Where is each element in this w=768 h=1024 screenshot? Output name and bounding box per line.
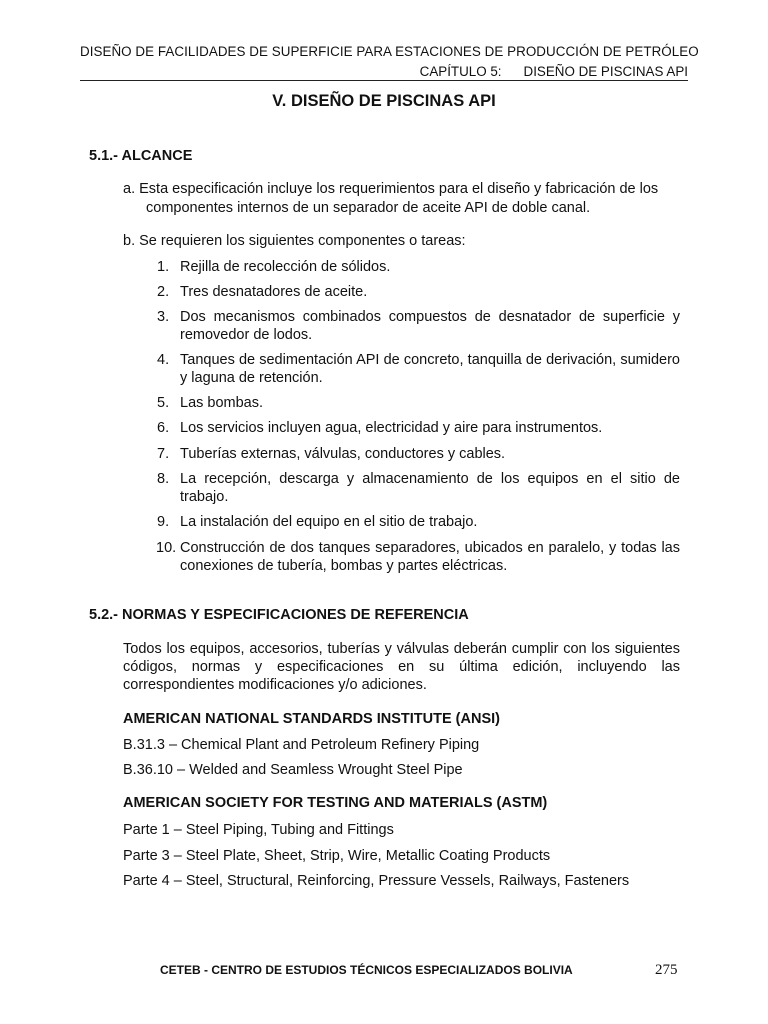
list-item: 7. Tuberías externas, válvulas, conductores y cables. <box>157 446 506 462</box>
list-item: 8. La recepción, descarga y almacenamiento de los equipos en el sitio de trabajo. <box>157 471 680 505</box>
page-number: 275 <box>655 962 678 978</box>
paragraph-b: b. Se requieren los siguientes componentes o tareas: <box>123 233 466 249</box>
astm-standard-line: Parte 3 – Steel Plate, Sheet, Strip, Wire, Metallic Coating Products <box>123 848 551 864</box>
paragraph-a <box>123 180 683 218</box>
chapter-title: DISEÑO DE PISCINAS API <box>523 64 688 79</box>
running-header-title: DISEÑO DE FACILIDADES DE SUPERFICIE PARA ESTACIONES DE PRODUCCIÓN DE PETRÓLEO <box>80 44 699 59</box>
astm-standard-line: Parte 1 – Steel Piping, Tubing and Fittings <box>123 822 394 838</box>
normas-intro-paragraph: Todos los equipos, accesorios, tuberías y válvulas deberán cumplir con los siguientes códigos, normas y especificaciones en su última edición, incluyendo las correspondientes modificaciones y/o adiciones. <box>123 641 680 693</box>
paragraph-a-line1: a. Esta especificación incluye los requerimientos para el diseño y fabricación de los <box>123 181 659 197</box>
list-item: 1. Rejilla de recolección de sólidos. <box>157 259 391 275</box>
list-item: 10. Construcción de dos tanques separadores, ubicados en paralelo, y todas las conexiones de tubería, bombas y partes eléctricas. <box>156 540 680 574</box>
ansi-standard-line: B.36.10 – Welded and Seamless Wrought Steel Pipe <box>123 762 463 778</box>
list-item: 3. Dos mecanismos combinados compuestos de desnatador de superficie y removedor de lodos. <box>157 309 680 343</box>
tasks-list <box>157 258 680 575</box>
list-item: 4. Tanques de sedimentación API de concreto, tanquilla de derivación, sumidero y laguna de retención. <box>157 352 680 386</box>
page-title: V. DISEÑO DE PISCINAS API <box>272 92 496 110</box>
running-header-chapter <box>420 64 688 79</box>
chapter-label: CAPÍTULO 5: <box>419 64 502 79</box>
header-divider <box>80 80 688 81</box>
astm-standard-line: Parte 4 – Steel, Structural, Reinforcing, Pressure Vessels, Railways, Fasteners <box>123 873 630 889</box>
astm-heading: AMERICAN SOCIETY FOR TESTING AND MATERIALS (ASTM) <box>123 795 548 811</box>
list-item: 6. Los servicios incluyen agua, electricidad y aire para instrumentos. <box>157 420 603 436</box>
paragraph-a-line2: componentes internos de un separador de aceite API de doble canal. <box>146 200 591 216</box>
ansi-standard-line: B.31.3 – Chemical Plant and Petroleum Refinery Piping <box>123 737 480 753</box>
list-item: 5. Las bombas. <box>157 395 264 411</box>
footer-institution: CETEB - CENTRO DE ESTUDIOS TÉCNICOS ESPECIALIZADOS BOLIVIA <box>160 963 573 977</box>
section-heading-alcance: 5.1.- ALCANCE <box>89 148 193 164</box>
list-item: 9. La instalación del equipo en el sitio de trabajo. <box>157 514 478 530</box>
section-heading-normas: 5.2.- NORMAS Y ESPECIFICACIONES DE REFERENCIA <box>89 607 469 623</box>
list-item: 2. Tres desnatadores de aceite. <box>157 284 368 300</box>
ansi-heading: AMERICAN NATIONAL STANDARDS INSTITUTE (ANSI) <box>123 711 500 727</box>
